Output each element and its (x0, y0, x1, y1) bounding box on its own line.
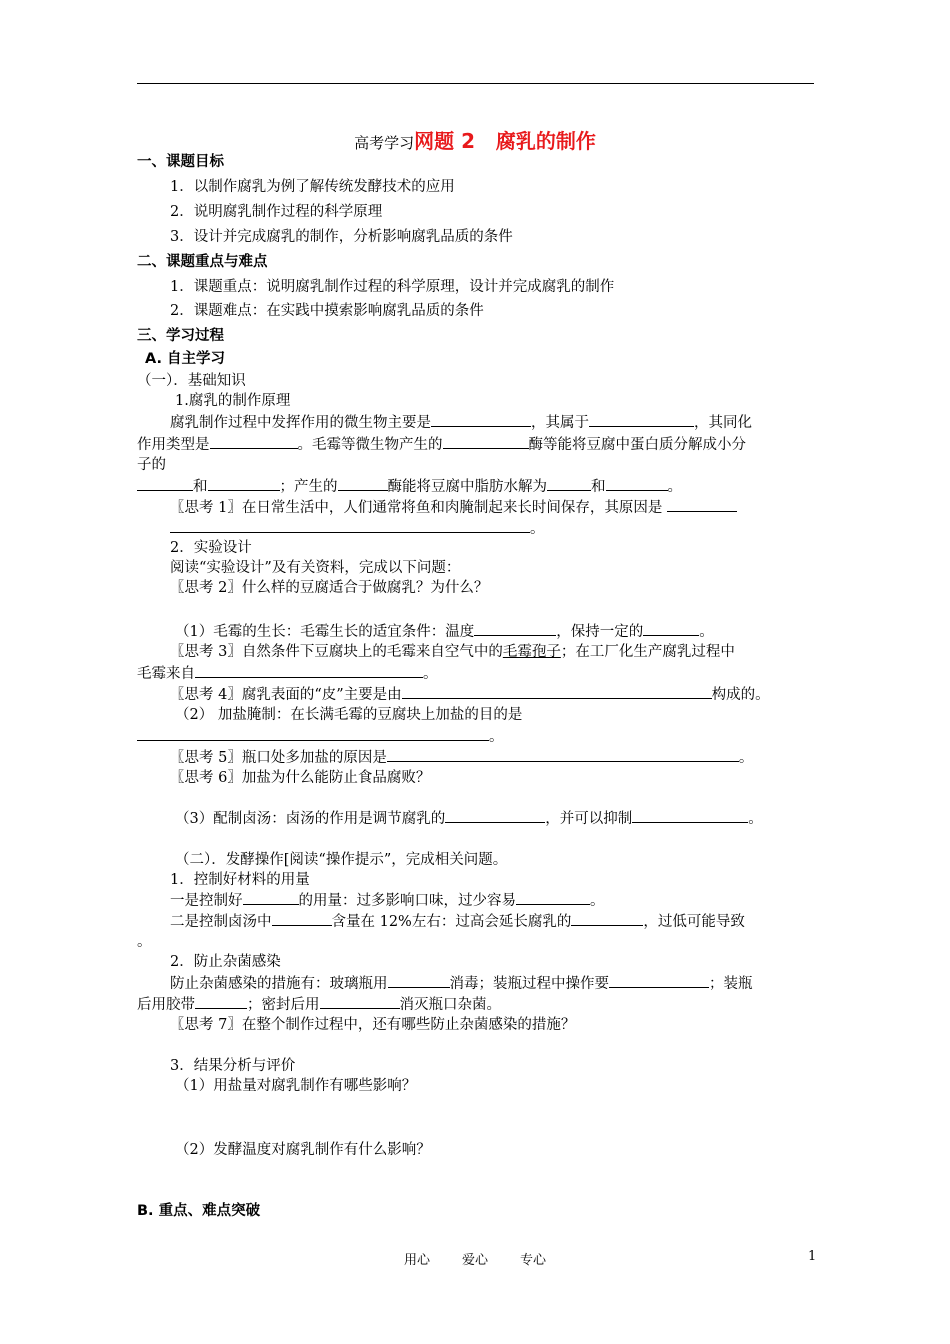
fill-blank[interactable] (137, 726, 489, 741)
think-5: 〖思考 5〗瓶口处多加盐的原因是 。 (170, 747, 753, 768)
goal-item: 3．设计并完成腐乳的制作，分析影响腐乳品质的条件 (170, 229, 513, 245)
prevent-line-2: 后用胶带 ；密封后用 消灭瓶口杂菌。 (137, 994, 501, 1015)
page-number: 1 (808, 1249, 817, 1264)
fill-blank[interactable] (667, 497, 737, 512)
think-3: 〖思考 3〗自然条件下豆腐块上的毛霉来自空气中的毛霉孢子；在工厂化生产腐乳过程中 (170, 644, 735, 660)
design-title: 2．实验设计 (170, 540, 252, 556)
fill-blank[interactable] (210, 434, 298, 449)
fill-blank[interactable] (609, 973, 709, 988)
control-line-1: 一是控制好 的用量：过多影响口味，过少容易 。 (170, 890, 605, 911)
fill-blank[interactable] (431, 412, 531, 427)
footer-word: 用心 (403, 1253, 430, 1268)
analysis-question-2: （2）发酵温度对腐乳制作有什么影响？ (175, 1142, 431, 1158)
fill-blank[interactable] (547, 476, 591, 491)
brine-step: （3）配制卤汤：卤汤的作用是调节腐乳的 ，并可以抑制 。 (175, 808, 763, 829)
part-2-heading: （二）．发酵操作[阅读“操作提示”，完成相关问题。 (175, 852, 508, 868)
fill-blank[interactable] (272, 911, 332, 926)
footer-word: 专心 (520, 1253, 547, 1268)
footer-word: 爱心 (461, 1253, 488, 1268)
fill-blank[interactable] (632, 808, 748, 823)
focus-item: 1．课题重点：说明腐乳制作过程的科学原理，设计并完成腐乳的制作 (170, 279, 615, 295)
section-2-heading: 二、课题重点与难点 (137, 254, 268, 270)
design-intro: 阅读“实验设计”及有关资料，完成以下问题： (170, 560, 461, 576)
think-7: 〖思考 7〗在整个制作过程中，还有哪些防止杂菌感染的措施？ (170, 1017, 576, 1033)
fill-blank[interactable] (589, 412, 694, 427)
fill-blank[interactable] (474, 621, 556, 636)
think-3-continue: 毛霉来自 。 (137, 663, 438, 684)
part-1-heading: （一）．基础知识 (137, 373, 246, 389)
principle-line-1: 腐乳制作过程中发挥作用的微生物主要是 ，其属于 ，其同化 (170, 412, 752, 433)
fill-blank[interactable] (195, 663, 423, 678)
section-1-heading: 一、课题目标 (137, 154, 224, 170)
fill-blank[interactable] (137, 476, 193, 491)
part-a-heading: A. 自主学习 (145, 351, 226, 367)
analysis-question-1: （1）用盐量对腐乳制作有哪些影响？ (175, 1078, 417, 1094)
section-3-heading: 三、学习过程 (137, 328, 224, 344)
mold-growth: （1）毛霉的生长：毛霉生长的适宜条件：温度 ，保持一定的 。 (175, 621, 714, 642)
think-1: 〖思考 1〗在日常生活中，人们通常将鱼和肉腌制起来长时间保存，其原因是 (170, 497, 737, 518)
fill-blank[interactable] (208, 476, 280, 491)
fill-blank[interactable] (338, 476, 388, 491)
think-2: 〖思考 2〗什么样的豆腐适合于做腐乳？为什么？ (170, 580, 489, 596)
title-main: 网题 2 腐乳的制作 (414, 129, 596, 153)
title-prefix: 高考学习 (354, 134, 415, 152)
mold-spore-answer: 毛霉孢子 (502, 644, 561, 660)
fill-blank[interactable] (571, 911, 643, 926)
fill-blank[interactable] (643, 621, 699, 636)
salt-step-continue: 。 (137, 726, 504, 747)
fill-blank[interactable] (445, 808, 545, 823)
part-b-heading: B. 重点、难点突破 (137, 1203, 261, 1219)
fill-blank[interactable] (388, 973, 450, 988)
prevent-title: 2．防止杂菌感染 (170, 954, 281, 970)
control-line-3: 。 (137, 934, 152, 950)
fill-blank[interactable] (320, 994, 400, 1009)
principle-title: 1.腐乳的制作原理 (175, 393, 291, 409)
control-line-2: 二是控制卤汤中 含量在 12%左右：过高会延长腐乳的 ，过低可能导致 (170, 911, 745, 932)
fill-blank[interactable] (402, 684, 712, 699)
goal-item: 1．以制作腐乳为例了解传统发酵技术的应用 (170, 179, 455, 195)
document-title (0, 125, 950, 154)
principle-line-4: 和 ；产生的 酶能将豆腐中脂肪水解为 和 。 (137, 476, 682, 497)
fill-blank[interactable] (387, 747, 739, 762)
principle-line-2: 作用类型是 。毛霉等微生物产生的 酶等能将豆腐中蛋白质分解成小分 (137, 434, 746, 455)
fill-blank[interactable] (516, 890, 590, 905)
focus-item: 2．课题难点：在实践中摸索影响腐乳品质的条件 (170, 303, 484, 319)
think-1-continue: 。 (170, 518, 545, 539)
fill-blank[interactable] (606, 476, 668, 491)
fill-blank[interactable] (443, 434, 529, 449)
header-rule (137, 83, 814, 84)
goal-item: 2．说明腐乳制作过程的科学原理 (170, 204, 383, 220)
think-4: 〖思考 4〗腐乳表面的“皮”主要是由 构成的。 (170, 684, 770, 705)
fill-blank[interactable] (243, 890, 299, 905)
fill-blank[interactable] (170, 518, 530, 533)
prevent-line-1: 防止杂菌感染的措施有：玻璃瓶用 消毒；装瓶过程中操作要 ；装瓶 (170, 973, 753, 994)
control-title: 1．控制好材料的用量 (170, 872, 310, 888)
think-6: 〖思考 6〗加盐为什么能防止食品腐败？ (170, 770, 431, 786)
principle-line-3: 子的 (137, 457, 166, 473)
salt-step: （2） 加盐腌制：在长满毛霉的豆腐块上加盐的目的是 (175, 707, 523, 723)
fill-blank[interactable] (195, 994, 247, 1009)
analysis-title: 3．结果分析与评价 (170, 1058, 296, 1074)
